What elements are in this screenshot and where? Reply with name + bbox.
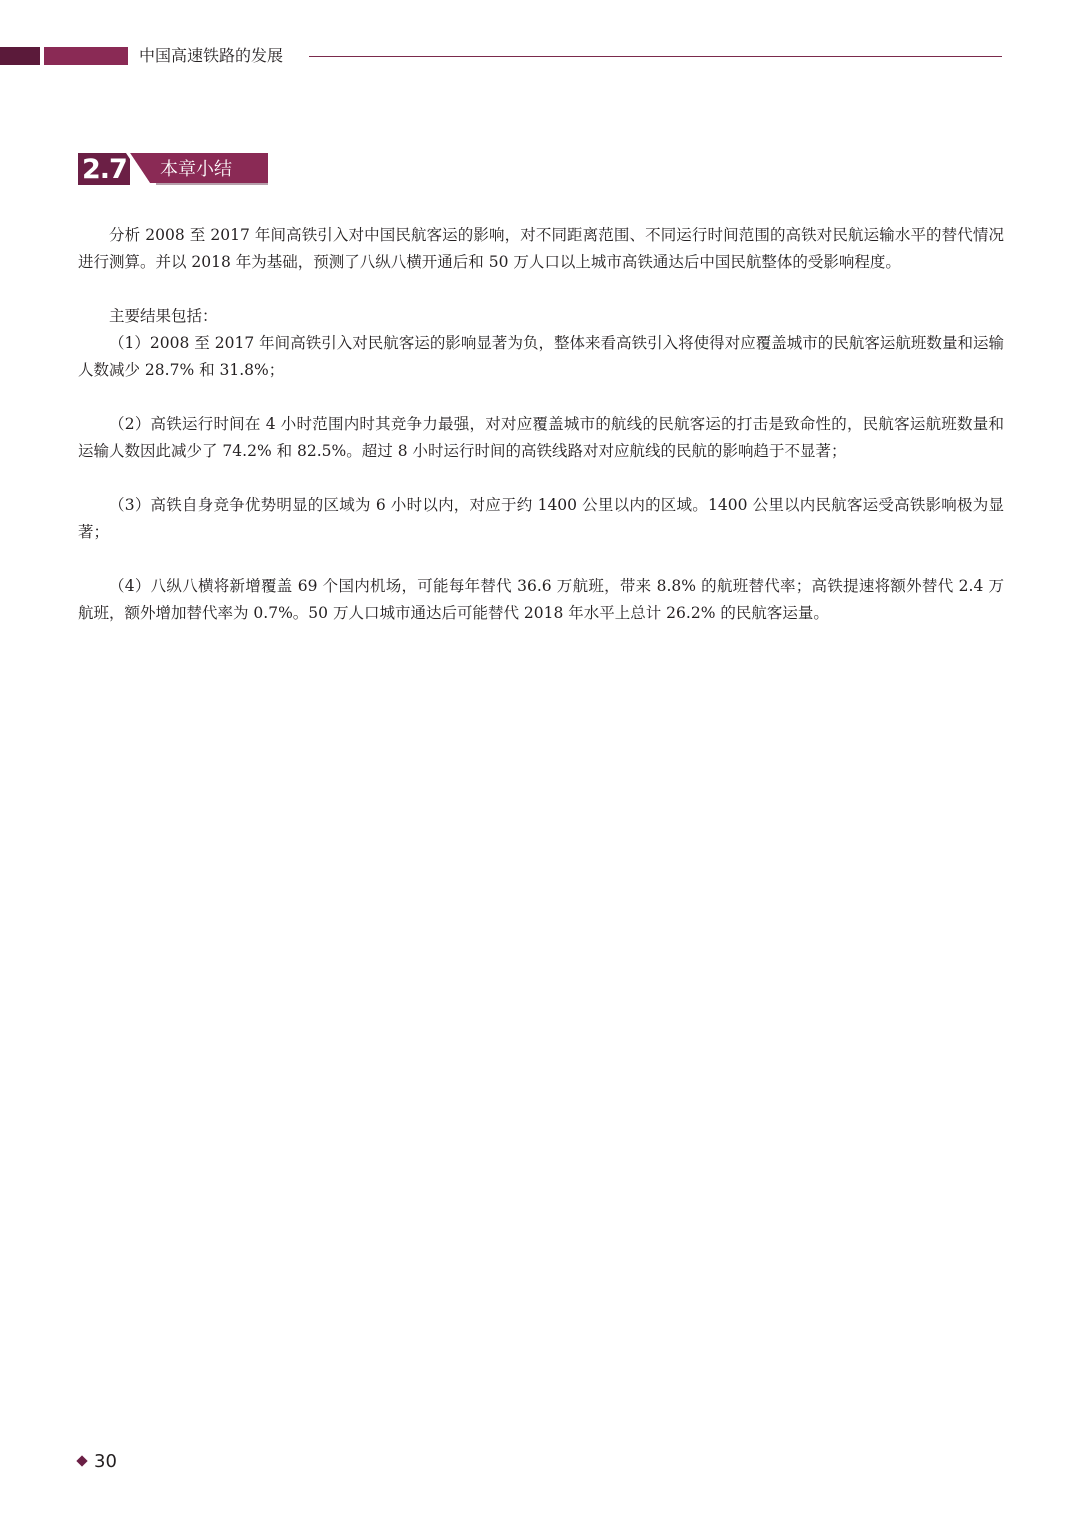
paragraph-gap — [78, 465, 1004, 492]
results-heading: 主要结果包括： — [109, 307, 218, 325]
result-item-2: （2）高铁运行时间在 4 小时范围内时其竞争力最强，对对应覆盖城市的航线的民航客运的打击是致命性的，民航客运航班数量和运输人数因此减少了 74.2% 和 82.5%。超过 8 小时运行时间的高铁线路对对应航线的民航的影响趋于不显著； — [78, 415, 1004, 460]
header-accent-block-dark — [0, 47, 40, 65]
section-number: 2.7 — [82, 154, 127, 185]
paragraph-gap — [78, 546, 1004, 573]
paragraph-gap — [78, 276, 1004, 303]
result-item-3: （3）高铁自身竞争优势明显的区域为 6 小时以内，对应于约 1400 公里以内的区域。1400 公里以内民航客运受高铁影响极为显著； — [78, 496, 1004, 541]
chapter-summary-body — [78, 222, 1004, 627]
page-footer — [78, 1452, 117, 1472]
result-item-1: （1）2008 至 2017 年间高铁引入对民航客运的影响显著为负，整体来看高铁引入将使得对应覆盖城市的民航客运航班数量和运输人数减少 28.7% 和 31.8%； — [78, 334, 1004, 379]
intro-paragraph: 分析 2008 至 2017 年间高铁引入对中国民航客运的影响，对不同距离范围、不同运行时间范围的高铁对民航运输水平的替代情况进行测算。并以 2018 年为基础，预测了八纵八横开通后和 50 万人口以上城市高铁通达后中国民航整体的受影响程度。 — [78, 226, 1004, 271]
running-header-title: 中国高速铁路的发展 — [139, 46, 284, 65]
section-heading — [78, 153, 268, 187]
result-item-4: （4）八纵八横将新增覆盖 69 个国内机场，可能每年替代 36.6 万航班，带来 8.8% 的航班替代率；高铁提速将额外替代 2.4 万航班，额外增加替代率为 0.7%。50 万人口城市通达后可能替代 2018 年水平上总计 26.2% 的民航客运量。 — [78, 577, 1004, 622]
header-rule — [309, 56, 1002, 57]
section-title: 本章小结 — [160, 159, 232, 180]
header-accent-block — [44, 47, 128, 65]
paragraph-gap — [78, 384, 1004, 411]
page-number: 30 — [94, 1451, 117, 1472]
diamond-icon — [76, 1455, 87, 1466]
